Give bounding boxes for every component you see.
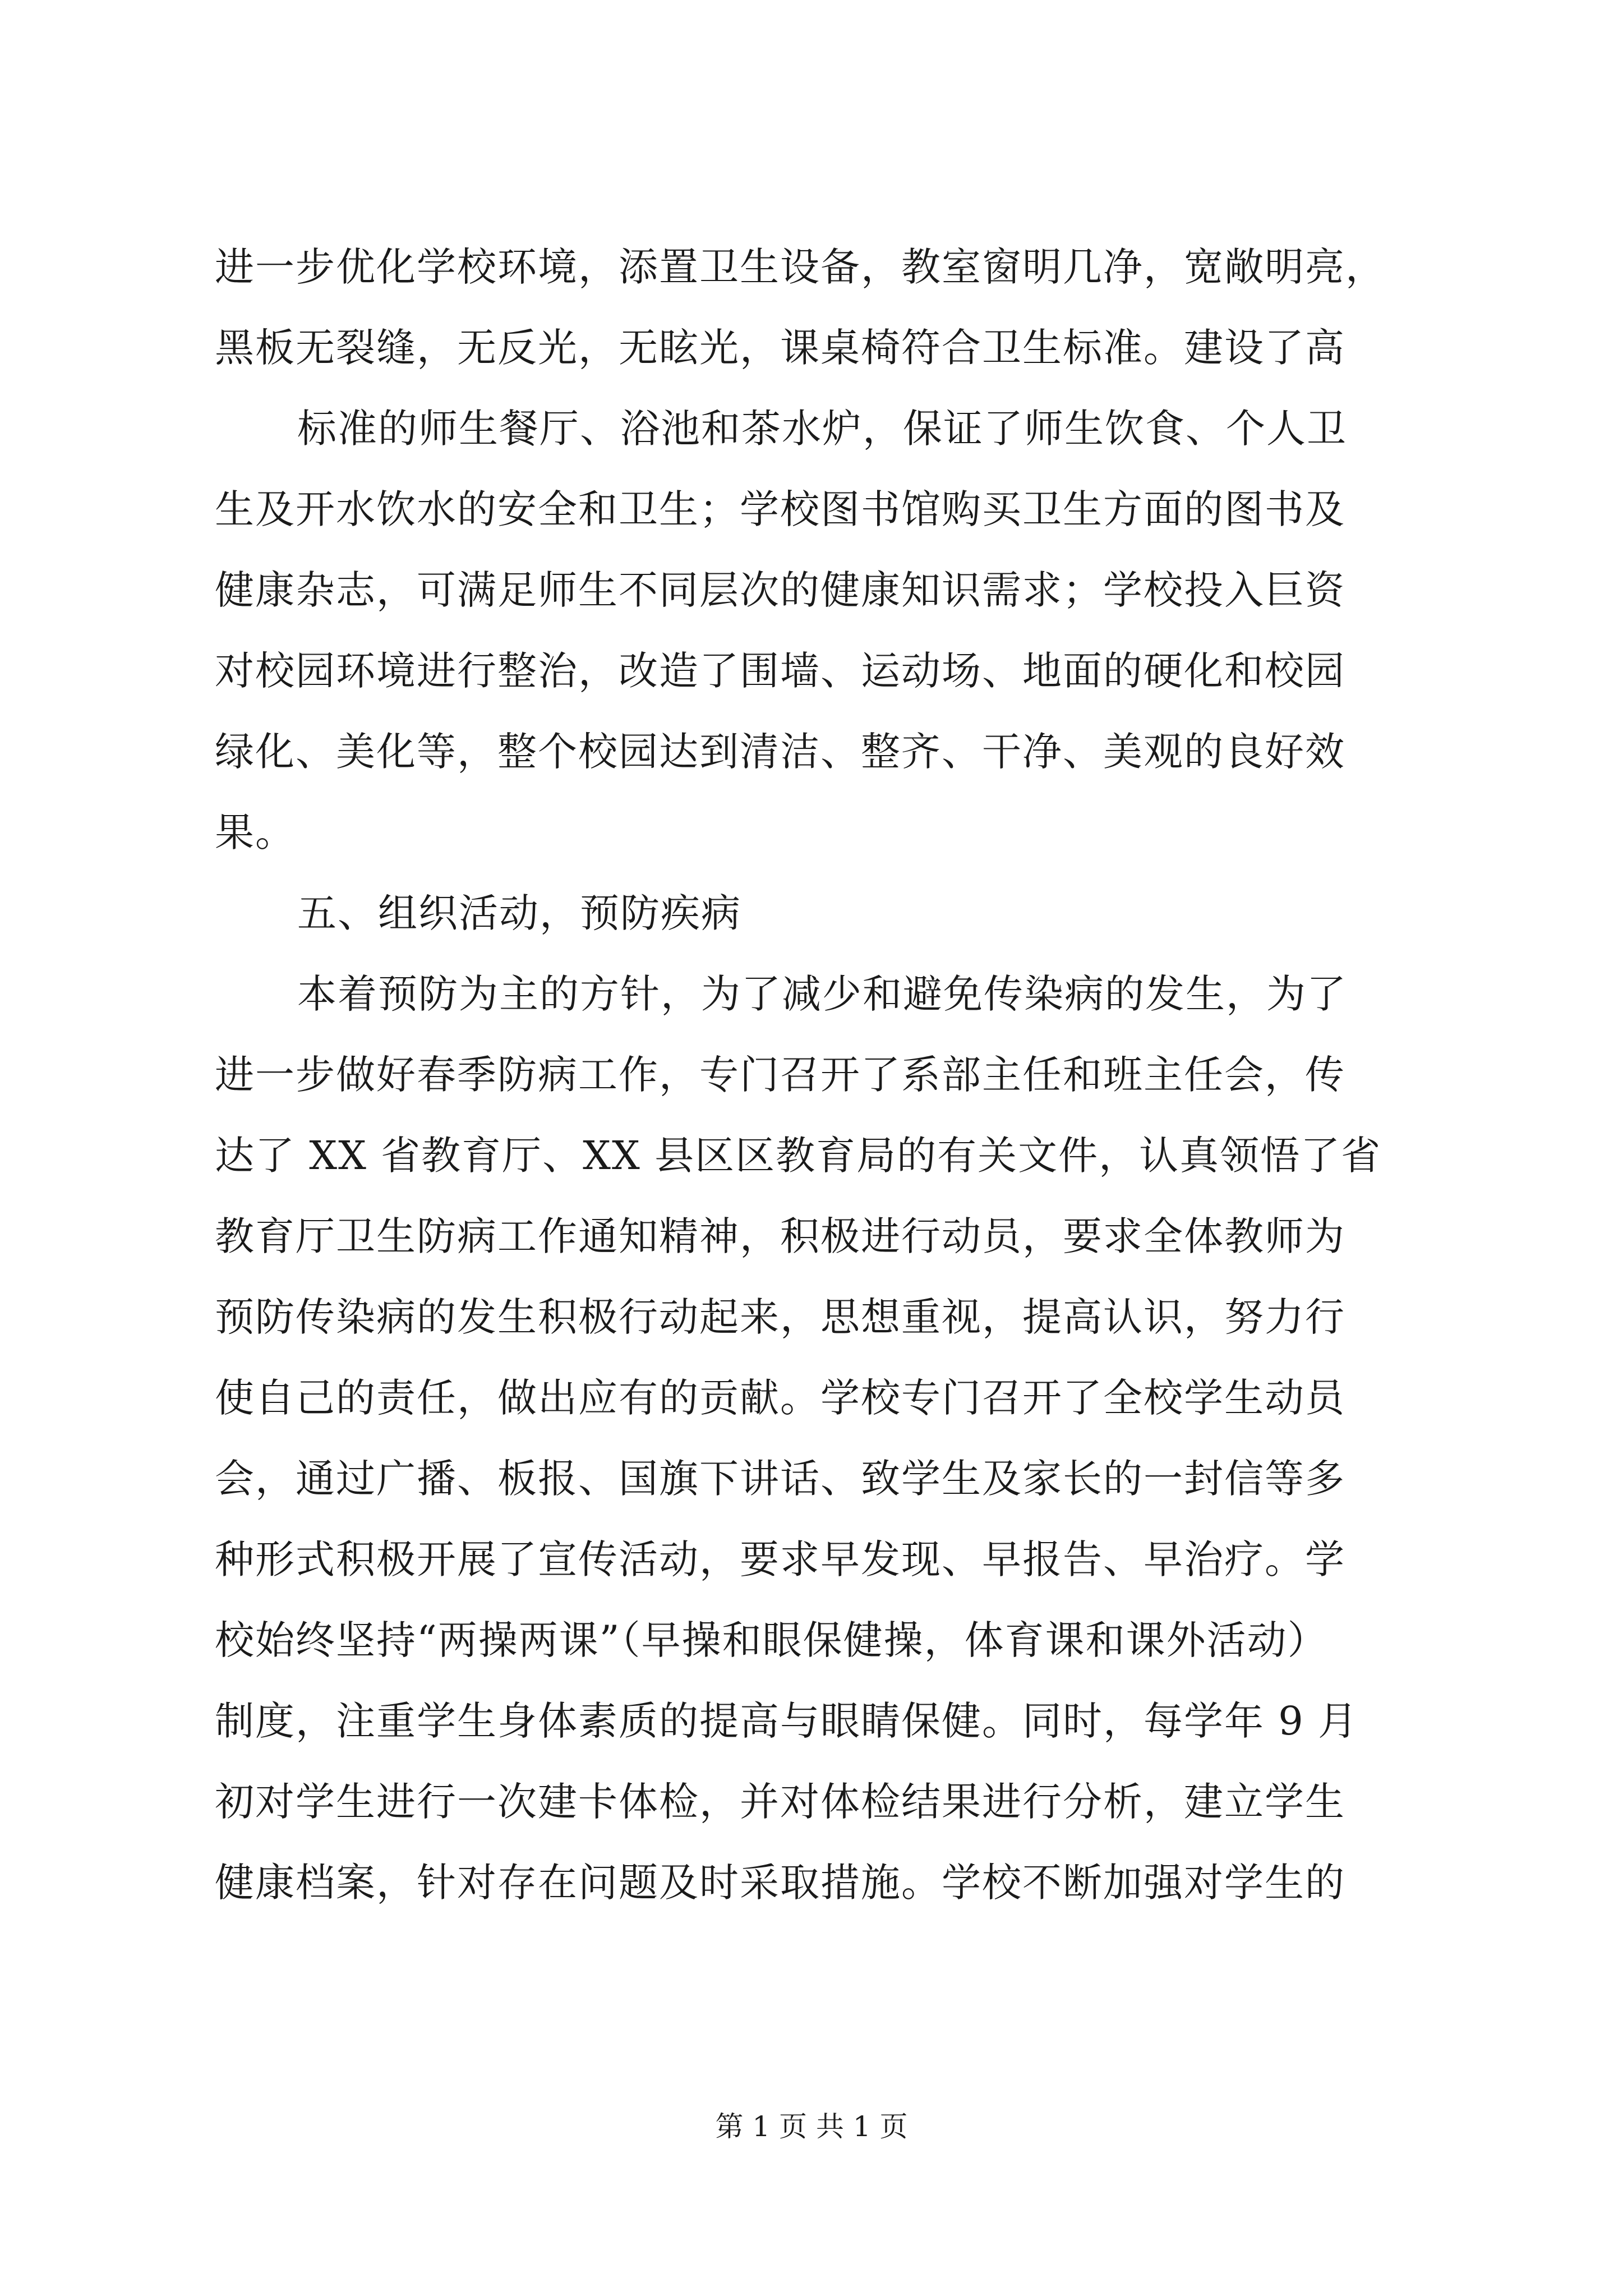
body-text-line: 本着预防为主的方针，为了减少和避免传染病的发生，为了: [297, 971, 1347, 1017]
body-text-line: 进一步做好春季防病工作，专门召开了系部主任和班主任会，传: [215, 1052, 1345, 1098]
body-text-line: 健康杂志，可满足师生不同层次的健康知识需求；学校投入巨资: [215, 567, 1345, 613]
body-text-line: 果。: [215, 809, 296, 855]
body-text-line: 黑板无裂缝，无反光，无眩光，课桌椅符合卫生标准。建设了高: [215, 325, 1345, 371]
body-text-line: 初对学生进行一次建卡体检，并对体检结果进行分析，建立学生: [215, 1779, 1345, 1825]
body-text-line: 绿化、美化等，整个校园达到清洁、整齐、干净、美观的良好效: [215, 729, 1345, 775]
body-text-line: 标准的师生餐厅、浴池和茶水炉，保证了师生饮食、个人卫: [297, 406, 1347, 452]
section-heading: 五、组织活动，预防疾病: [297, 890, 741, 936]
page-footer: 第 1 页 共 1 页: [715, 2110, 908, 2143]
body-text-line: 健康档案，针对存在问题及时采取措施。学校不断加强对学生的: [215, 1860, 1345, 1906]
body-text-line: 校始终坚持“两操两课”（早操和眼保健操，体育课和课外活动）: [215, 1617, 1328, 1663]
body-text-line: 种形式积极开展了宣传活动，要求早发现、早报告、早治疗。学: [215, 1536, 1345, 1582]
body-text-line: 教育厅卫生防病工作通知精神，积极进行动员，要求全体教师为: [215, 1213, 1345, 1259]
body-text-line: 进一步优化学校环境，添置卫生设备，教室窗明几净，宽敞明亮，: [215, 244, 1386, 290]
body-text-line: 会，通过广播、板报、国旗下讲话、致学生及家长的一封信等多: [215, 1456, 1345, 1502]
body-text-line: 对校园环境进行整治，改造了围墙、运动场、地面的硬化和校园: [215, 648, 1345, 694]
body-text-line: 制度，注重学生身体素质的提高与眼睛保健。同时，每学年 9 月: [215, 1698, 1359, 1744]
body-text-line: 预防传染病的发生积极行动起来，思想重视，提高认识，努力行: [215, 1294, 1345, 1340]
body-text-line: 使自己的责任，做出应有的贡献。学校专门召开了全校学生动员: [215, 1375, 1345, 1421]
body-text-line: 生及开水饮水的安全和卫生；学校图书馆购买卫生方面的图书及: [215, 486, 1345, 532]
body-text-line: 达了 XX 省教育厅、XX 县区区教育局的有关文件，认真领悟了省: [215, 1133, 1382, 1179]
